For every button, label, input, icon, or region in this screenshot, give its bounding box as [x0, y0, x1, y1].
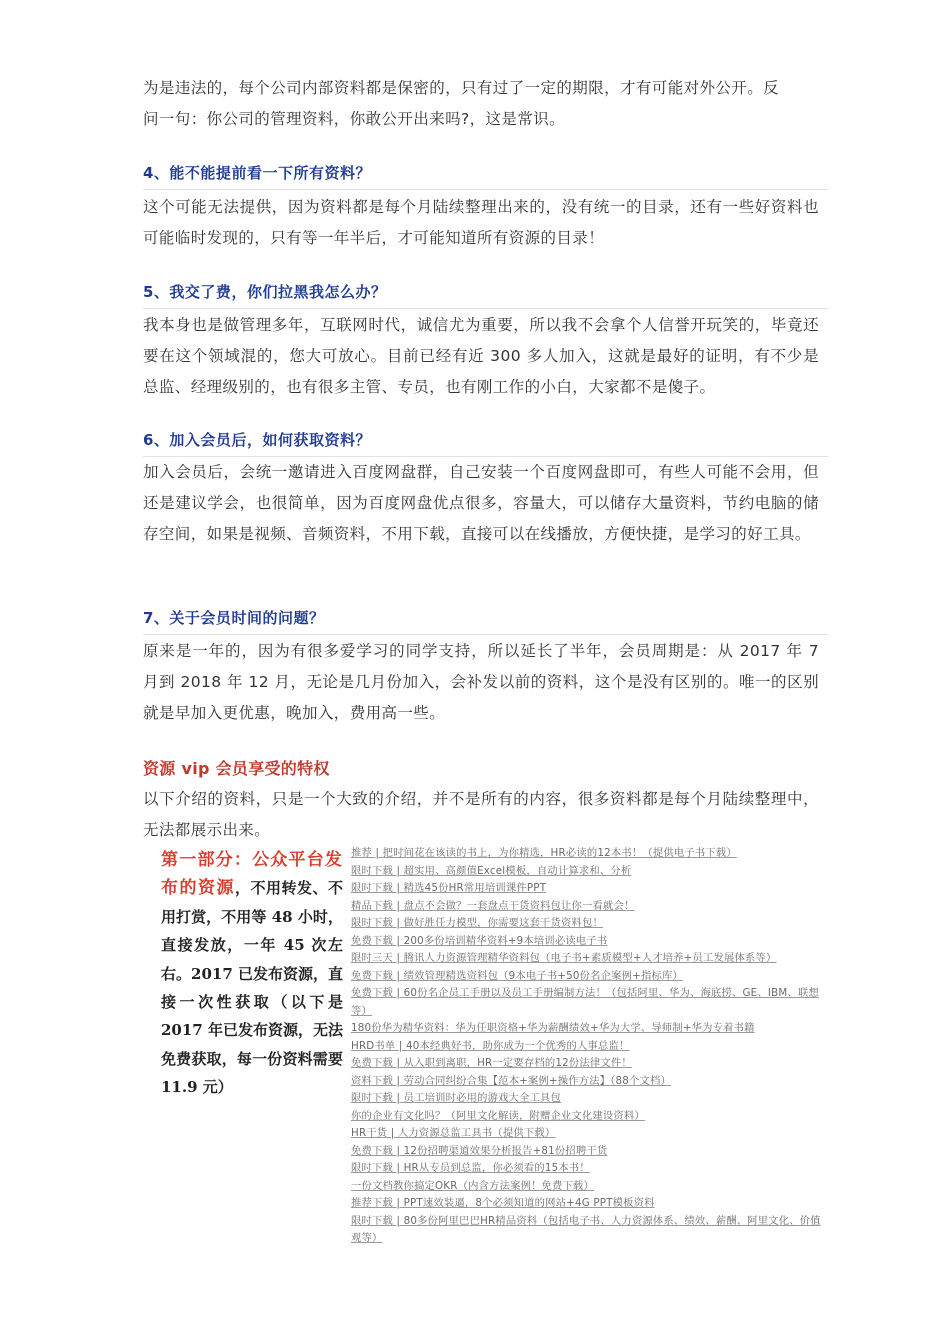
resource-link[interactable]: 精品下载 | 盘点不会做？一套盘点干货资料包让你一看就会！	[351, 899, 635, 912]
resource-link[interactable]: 推荐 | 把时间花在该读的书上，为你精选，HR必读的12本书！（提供电子书下载）	[351, 847, 737, 859]
resource-link[interactable]: 限时下载 | HR从专员到总监，你必须看的15本书！	[351, 1162, 590, 1174]
vip-intro: 以下介绍的资料，只是一个大致的介绍，并不是所有的内容，很多资料都是每个月陆续整理中，无法都展示出来。	[143, 790, 819, 839]
resource-link[interactable]: 限时三天 | 腾讯人力资源管理精华资料包（电子书+素质模型+人才培养+员工发展体系等）	[351, 952, 777, 964]
resource-link[interactable]: 限时下载 | 精选45份HR常用培训课件PPT	[351, 882, 547, 894]
faq-answer-6: 加入会员后，会统一邀请进入百度网盘群，自己安装一个百度网盘即可，有些人可能不会用，但还是建议学会，也很简单，因为百度网盘优点很多，容量大，可以储存大量资料，节约电脑的储存空间，如果是视频、音频资料，不用下载，直接可以在线播放，方便快捷，是学习的好工具。	[143, 463, 819, 543]
resource-link[interactable]: 免费下载 | 12份招聘渠道效果分析报告+81份招聘干货	[351, 1144, 608, 1157]
faq-answer-4: 这个可能无法提供，因为资料都是每个月陆续整理出来的，没有统一的目录，还有一些好资料也可能临时发现的，只有等一年半后，才可能知道所有资源的目录！	[143, 198, 819, 247]
resource-link[interactable]: HR干货 | 人力资源总监工具书（提供下载）	[351, 1127, 556, 1139]
faq-question-7: 7、关于会员时间的问题？	[143, 607, 828, 635]
resource-link[interactable]: 限时下载 | 超实用、高颜值Excel模板，自动计算求和、分析	[351, 864, 632, 877]
faq-question-6: 6、加入会员后，如何获取资料？	[143, 429, 828, 457]
part-one-body: ，不用转发、不用打赏，不用等 48 小时，直接发放，一年 45 次左右。2017 已发布资源，直接一次性获取（以下是 2017 年已发布资源，无法免费获取，每一份资料需要 11.9 元）	[161, 879, 343, 1097]
resource-link[interactable]: 免费下载 | 60份名企员工手册以及员工手册编制方法！（包括阿里、华为、海底捞、GE、IBM、联想等）	[351, 987, 819, 1017]
resource-link[interactable]: 限时下载 | 做好胜任力模型，你需要这套干货资料包！	[351, 917, 604, 929]
resource-link[interactable]: HRD书单 | 40本经典好书，助你成为一个优秀的人事总监！	[351, 1039, 630, 1052]
resource-link-list	[351, 845, 821, 1248]
vip-section-title: 资源 vip 会员享受的特权	[143, 759, 330, 778]
part-one-title: 第一部分：公众平台发布的资源	[161, 850, 343, 899]
faq-answer-5: 我本身也是做管理多年，互联网时代，诚信尤为重要，所以我不会拿个人信誉开玩笑的，毕竟还要在这个领域混的，您大可放心。目前已经有近 300 多人加入，这就是最好的证明，有不少是总监、经理级别的，也有很多主管、专员，也有刚工作的小白，大家都不是傻子。	[143, 316, 819, 396]
resource-link[interactable]: 限时下载 | 员工培训时必用的游戏大全工具包	[351, 1092, 562, 1104]
faq-question-4: 4、能不能提前看一下所有资料？	[143, 162, 828, 190]
resource-link[interactable]: 免费下载 | 200多份培训精华资料+9本培训必读电子书	[351, 934, 608, 947]
part-one-description	[161, 846, 343, 1102]
resource-link[interactable]: 免费下载 | 绩效管理精选资料包（9本电子书+50份名企案例+指标库）	[351, 969, 683, 982]
resource-link[interactable]: 免费下载 | 从入职到离职，HR一定要存档的12份法律文件！	[351, 1057, 632, 1069]
resource-link[interactable]: 180份华为精华资料：华为任职资格+华为薪酬绩效+华为大学、导师制+华为专着书籍	[351, 1022, 755, 1034]
resource-link[interactable]: 推荐下载 | PPT速效装逼，8个必须知道的网站+4G PPT模板资料	[351, 1197, 655, 1209]
resource-link[interactable]: 资料下载 | 劳动合同纠纷合集【范本+案例+操作方法】（88个文档）	[351, 1074, 672, 1087]
faq-question-5: 5、我交了费，你们拉黑我怎么办？	[143, 281, 828, 309]
intro-paragraph	[143, 73, 819, 135]
resource-link[interactable]: 限时下载 | 80多份阿里巴巴HR精品资料（包括电子书、人力资源体系、绩效、薪酬、阿里文化、价值观等）	[351, 1214, 821, 1244]
resource-link[interactable]: 一份文档教你搞定OKR（内含方法案例！免费下载）	[351, 1179, 595, 1192]
intro-line-2: 问一句：你公司的管理资料，你敢公开出来吗?，这是常识。	[143, 110, 566, 128]
resource-link[interactable]: 你的企业有文化吗？（阿里文化解读，附赠企业文化建设资料）	[351, 1109, 645, 1122]
faq-answer-7: 原来是一年的，因为有很多爱学习的同学支持，所以延长了半年，会员周期是：从 2017 年 7 月到 2018 年 12 月，无论是几月份加入，会补发以前的资料，这个是没有区别的。唯一的区别就是早加入更优惠，晚加入，费用高一些。	[143, 642, 819, 722]
intro-line-1: 为是违法的，每个公司内部资料都是保密的，只有过了一定的期限，才有可能对外公开。反	[143, 79, 780, 97]
